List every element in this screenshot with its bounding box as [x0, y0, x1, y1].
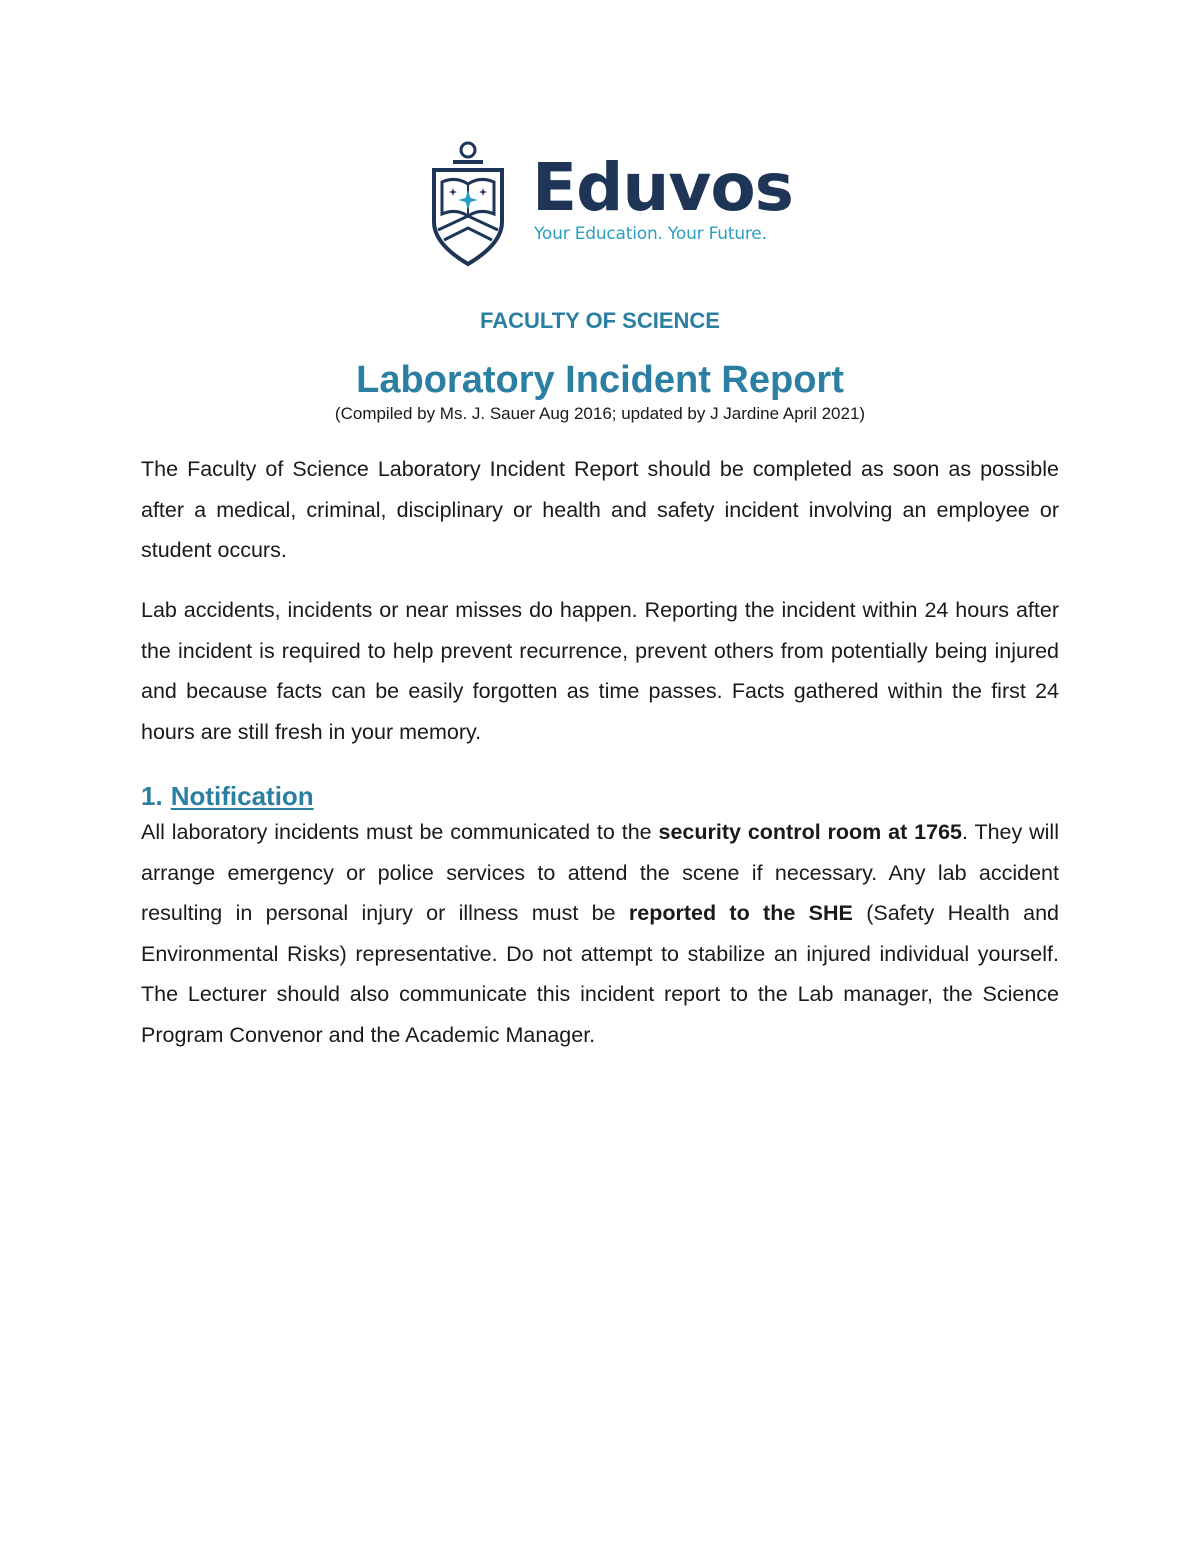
notification-text-b: . They will arrange emergency or police services to attend the scene if necessary. Any lab accident resulting in personal injury or illness must be: [141, 820, 1059, 925]
reported-to-she-emphasis: reported to the SHE: [628, 901, 853, 925]
section-number: 1.: [141, 781, 163, 811]
intro-paragraph: The Faculty of Science Laboratory Incident Report should be completed as soon as possible after a medical, criminal, disciplinary or health and safety incident involving an employee or student occurs.: [141, 457, 1059, 562]
shield-crest-icon: [428, 140, 508, 268]
faculty-heading: FACULTY OF SCIENCE: [480, 308, 720, 333]
brand-name: Eduvos: [532, 149, 793, 226]
page-title: Laboratory Incident Report: [356, 359, 844, 401]
notification-paragraph: [141, 812, 1059, 1055]
timing-paragraph: Lab accidents, incidents or near misses do happen. Reporting the incident within 24 hours after the incident is required to help prevent recurrence, prevent others from potentially being injured and because facts can be easily forgotten as time passes. Facts gathered within the first 24 hours are still fresh in your memory.: [141, 598, 1059, 744]
notification-text-c: (Safety Health and Environmental Risks) representative. Do not attempt to stabilize an injured individual yourself. The Lecturer should also communicate this incident report to the Lab manager, the Science Program Convenor and the Academic Manager.: [141, 901, 1059, 1047]
section-heading-notification: [141, 780, 314, 812]
brand-tagline: Your Education. Your Future.: [534, 224, 767, 244]
notification-text-a: All laboratory incidents must be communicated to the: [141, 820, 659, 844]
compiled-by-note: (Compiled by Ms. J. Sauer Aug 2016; updated by J Jardine April 2021): [334, 404, 866, 423]
security-control-room-emphasis: security control room at 1765: [658, 820, 962, 844]
eduvos-logo: [428, 140, 793, 270]
section-heading-text: Notification: [170, 781, 314, 811]
